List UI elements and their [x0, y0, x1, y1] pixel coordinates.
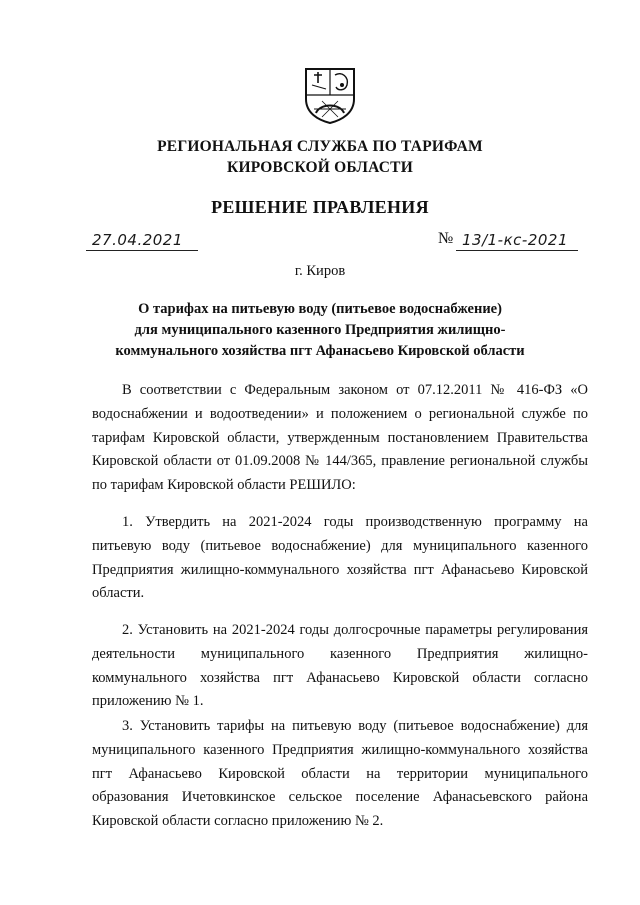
document-type: РЕШЕНИЕ ПРАВЛЕНИЯ: [211, 197, 429, 217]
document-number: 13/1-кс-2021: [462, 231, 568, 249]
preamble-paragraph: В соответствии с Федеральным законом от 07.12.2011 № 416-ФЗ «О водоснабжении и водоотведении» и положением о региональной службе по тарифам Кировской области, утвержденным постановлением Правительства Кировской области от 01.09.2008 № 144/365, правление региональной службы по тарифам Кировской области РЕШИЛО:: [92, 382, 588, 494]
number-sign: №: [438, 230, 454, 247]
title-line2: для муниципального казенного Предприятия жилищно-: [134, 322, 506, 338]
city: г. Киров: [294, 263, 346, 279]
document-date: 27.04.2021: [92, 231, 183, 249]
title-line3: коммунального хозяйства пгт Афанасьево Кировской области: [115, 343, 525, 359]
decision-item-2: 2. Установить на 2021-2024 годы долгосрочные параметры регулирования деятельности муниципального казенного Предприятия жилищно-коммунального хозяйства пгт Афанасьево Кировской области согласно приложению № 1.: [92, 622, 588, 710]
title-line1: О тарифах на питьевую воду (питьевое водоснабжение): [138, 301, 502, 317]
number-underline: [456, 250, 578, 251]
org-name-line2: КИРОВСКОЙ ОБЛАСТИ: [227, 159, 413, 176]
decision-item-3: 3. Установить тарифы на питьевую воду (питьевое водоснабжение) для муниципального казенного Предприятия жилищно-коммунального хозяйства пгт Афанасьево Кировской области на территории муниципального образования Ичетовкинское сельское поселение Афанасьевского района Кировской области согласно приложению № 2.: [92, 718, 588, 830]
decision-item-1: 1. Утвердить на 2021-2024 годы производственную программу на питьевую воду (питьевое водоснабжение) для муниципального казенного Предприятия жилищно-коммунального хозяйства пгт Афанасьево Кировской области.: [92, 514, 588, 602]
date-underline: [86, 250, 198, 251]
coat-of-arms-icon: [302, 65, 358, 125]
org-name-line1: РЕГИОНАЛЬНАЯ СЛУЖБА ПО ТАРИФАМ: [157, 138, 483, 155]
